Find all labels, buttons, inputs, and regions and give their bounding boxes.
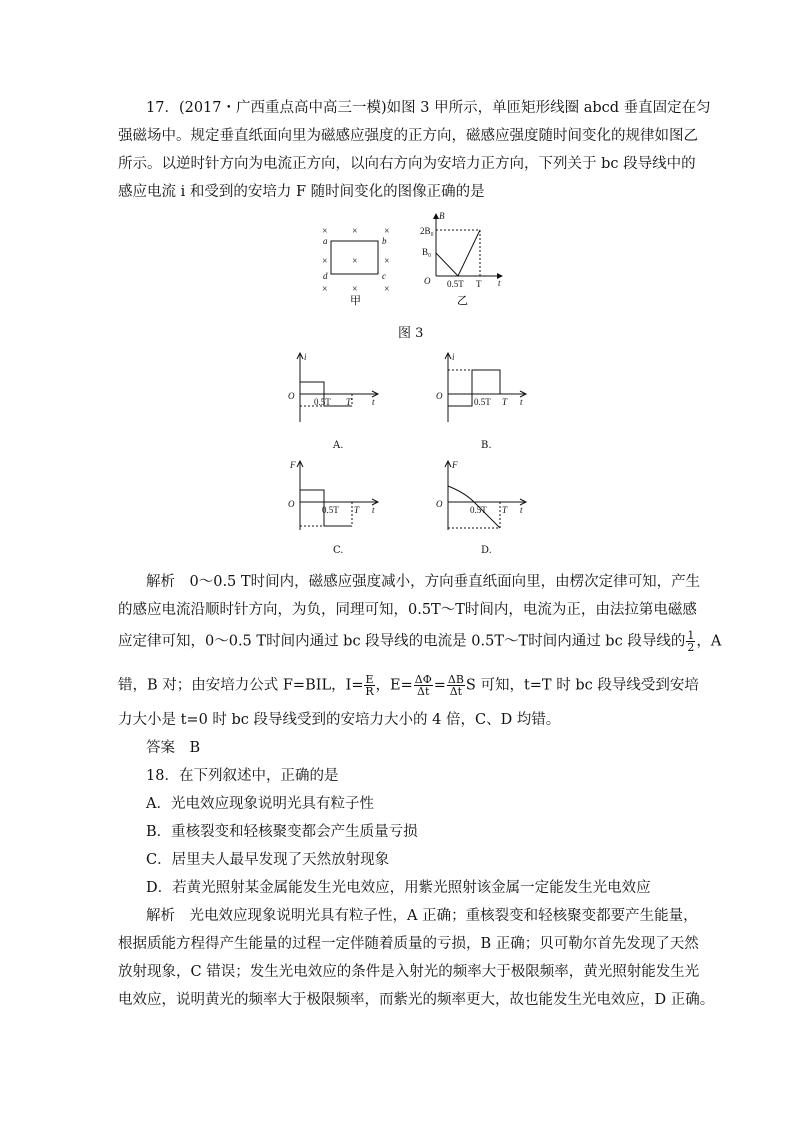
analysis17-line-3: 应定律可知，0～0.5 T时间内通过 bc 段导线的电流是 0.5T～T时间内通过 bc 段导线的 $\frac{1}{2}$ ，A [118, 629, 722, 654]
origin-label: O [288, 499, 295, 509]
q18-option-b: B．重核裂变和轻核聚变都会产生质量亏损 [146, 824, 418, 840]
cross-mark: × [322, 256, 328, 267]
cross-mark: × [352, 284, 358, 295]
tick-full-label: T [502, 505, 508, 515]
analysis17-line-3-text: 应定律可知，0～0.5 T时间内通过 bc 段导线的电流是 0.5T～T时间内通过 bc 段导线的 [118, 633, 686, 650]
cross-mark: × [322, 226, 328, 237]
analysis17-line-5: 力大小是 t=0 时 bc 段导线受到的安培力大小的 4 倍，C、D 均错。 [118, 712, 561, 728]
corner-b-label: b [382, 236, 387, 246]
option-b-label: B. [481, 440, 492, 451]
analysis18-line-4: 电效应，说明黄光的频率大于极限频率，而紫光的频率更大，故也能发生光电效应，D 正确。 [118, 992, 715, 1008]
origin-label: O [288, 391, 295, 401]
x-axis-label: t [372, 397, 375, 407]
t-half-label: 0.5T [447, 279, 464, 289]
x-axis-label: t [372, 505, 375, 515]
tick-full-label: T [346, 397, 352, 407]
fraction-dphi-over-dt: $\frac{\Delta\Phi}{\Delta t}$ [414, 673, 432, 698]
cross-mark: × [322, 284, 328, 295]
fraction-one-half: $\frac{1}{2}$ [687, 629, 695, 654]
analysis17-line-4: 错，B 对；由安培力公式 F=BIL，I= $\frac{E}{R}$ ，E= $\frac{\Delta\Phi}{\Delta t}$ = $\frac{\Delta B}{\Delta t}$ S 可知，t=T 时 bc 段导线受到安培 [118, 673, 699, 698]
figure-jia-label: 甲 [350, 295, 361, 306]
tick-full-label: T [502, 397, 508, 407]
origin-label: O [436, 391, 443, 401]
b-axis-label: B [439, 211, 445, 221]
answer17: 答案 B [146, 740, 201, 756]
option-a-label: A. [333, 440, 344, 451]
option-d-graph [434, 458, 534, 533]
option-c-graph [286, 458, 386, 533]
tick-half-label: 0.5T [474, 397, 491, 407]
q18-option-c: C．居里夫人最早发现了天然放射现象 [146, 852, 390, 868]
q18-option-a: A．光电效应现象说明光具有粒子性 [146, 796, 374, 812]
b-2b0-label: 2B₀ [420, 226, 434, 236]
analysis18-line-3: 放射现象，C 错误；发生光电效应的条件是入射光的频率大于极限频率，黄光照射能发生光 [118, 964, 700, 980]
y-axis-label: F [290, 460, 296, 470]
corner-d-label: d [323, 271, 328, 281]
cross-mark: × [384, 256, 390, 267]
figure-3-yi [418, 210, 510, 308]
analysis18-line-2: 根据质能方程得产生能量的过程一定伴随着质量的亏损，B 正确；贝可勒尔首先发现了天然 [118, 936, 699, 952]
q18-stem: 18．在下列叙述中，正确的是 [146, 768, 339, 784]
figure-3-jia [318, 222, 396, 306]
option-d-label: D. [481, 545, 492, 556]
option-b-graph [434, 350, 534, 425]
origin-label: O [424, 276, 431, 286]
fraction-db-over-dt: $\frac{\Delta B}{\Delta t}$ [447, 673, 464, 698]
option-a-graph [286, 350, 386, 425]
q17-line-4: 感应电流 i 和受到的安培力 F 随时间变化的图像正确的是 [118, 184, 485, 200]
b-t-curve [436, 230, 480, 276]
analysis18-line-1: 解析 光电效应现象说明光具有粒子性，A 正确；重核裂变和轻核聚变都要产生能量， [146, 908, 698, 924]
q18-option-d: D．若黄光照射某金属能发生光电效应，用紫光照射该金属一定能发生光电效应 [146, 880, 651, 896]
q17-line-1: 17．(2017・广西重点高中高三一模)如图 3 甲所示，单匝矩形线圈 abcd 垂直固定在匀 [146, 100, 711, 116]
b-b0-label: B₀ [422, 247, 432, 257]
q17-line-3: 所示。以逆时针方向为电流正方向，以向右方向为安培力正方向，下列关于 bc 段导线中的 [118, 156, 696, 172]
analysis17-line-2: 的感应电流沿顺时针方向，为负，同理可知，0.5T～T时间内，电流为正，由法拉第电磁感 [118, 602, 697, 618]
y-axis-label: i [304, 352, 307, 362]
x-axis-label: t [520, 505, 523, 515]
t-axis-label: t [498, 278, 501, 288]
option-c-label: C. [333, 545, 344, 556]
corner-c-label: c [382, 271, 386, 281]
tick-half-label: 0.5T [470, 505, 487, 515]
t-full-label: T [476, 279, 482, 289]
figure-yi-label: 乙 [457, 295, 468, 307]
q17-line-2: 强磁场中。规定垂直纸面向里为磁感应强度的正方向，磁感应强度随时间变化的规律如图乙 [118, 128, 698, 144]
y-axis-label: i [452, 352, 455, 362]
y-axis-label: F [452, 460, 458, 470]
tick-half-label: 0.5T [314, 397, 331, 407]
cross-mark: × [352, 226, 358, 237]
cross-mark: × [352, 256, 358, 267]
x-axis-label: t [520, 397, 523, 407]
tick-half-label: 0.5T [322, 505, 339, 515]
fraction-e-over-r: $\frac{E}{R}$ [365, 673, 374, 698]
cross-mark: × [384, 284, 390, 295]
figure-3-caption: 图 3 [398, 326, 424, 341]
cross-mark: × [384, 226, 390, 237]
analysis17-line-1: 解析 0～0.5 T时间内，磁感应强度减小，方向垂直纸面向里，由楞次定律可知，产生 [146, 574, 701, 590]
origin-label: O [436, 499, 443, 509]
corner-a-label: a [323, 236, 328, 246]
tick-full-label: T [354, 505, 360, 515]
